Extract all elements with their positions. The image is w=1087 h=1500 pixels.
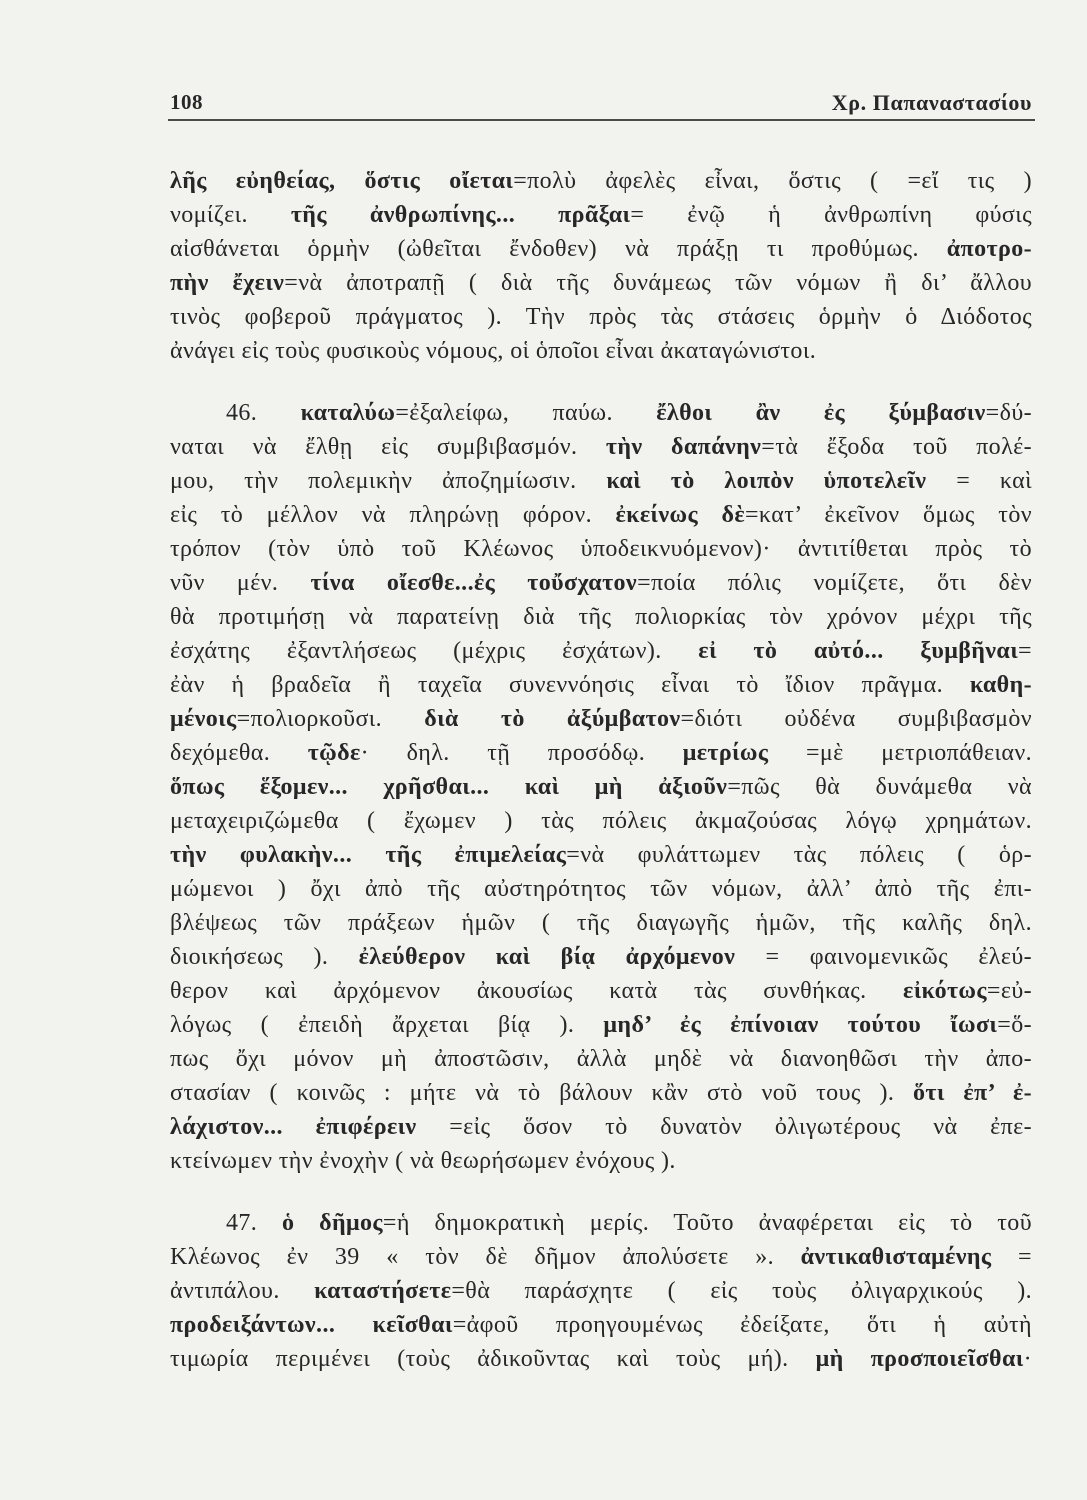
text-line [170, 600, 1032, 634]
text-line [170, 736, 1032, 770]
lemma-term: ἐκείνως δὲ [615, 502, 745, 528]
text-line [170, 634, 1032, 668]
gloss-text: =πῶς θὰ δυνάμεθα νὰ [727, 774, 1032, 800]
text-line [170, 198, 1032, 232]
gloss-text: πως ὄχι μόνον μὴ ἀποστῶσιν, ἀλλὰ μηδὲ νὰ διανοηθῶσι τὴν ἀπο- [170, 1046, 1032, 1072]
gloss-text: ἀντιπάλου. [170, 1278, 315, 1304]
gloss-text: 46. [226, 400, 301, 426]
text-line [170, 702, 1032, 736]
gloss-text: ἀνάγει εἰς τοὺς φυσικοὺς νόμους, οἱ ὁποῖοι εἶναι ἀκαταγώνιστοι. [170, 338, 817, 364]
gloss-text: =τὰ ἔξοδα τοῦ πολέ- [761, 434, 1032, 460]
text-line [170, 872, 1032, 906]
text-line [170, 804, 1032, 838]
gloss-text: =δύ- [985, 400, 1032, 426]
gloss-text: =κατ’ ἐκεῖνον ὅμως τὸν [745, 502, 1033, 528]
gloss-text: λόγως ( ἐπειδὴ ἄρχεται βίᾳ ). [170, 1012, 604, 1038]
lemma-term: ὅτι ἐπ’ ἐ- [912, 1080, 1032, 1106]
gloss-text: μεταχειριζώμεθα ( ἔχωμεν ) τὰς πόλεις ἀκμαζούσας λόγῳ χρημάτων. [170, 808, 1032, 834]
paragraph [170, 164, 1032, 368]
text-line [170, 498, 1032, 532]
gloss-text: = φαινομενικῶς ἐλεύ- [735, 944, 1032, 970]
gloss-text: Κλέωνος ἐν 39 « τὸν δὲ δῆμον ἀπολύσετε ». [170, 1244, 801, 1270]
gloss-text: 47. [226, 1210, 282, 1236]
lemma-term: λῆς εὐηθείας, ὅστις οἴεται [170, 168, 514, 194]
paragraph [170, 396, 1032, 1178]
text-line [170, 668, 1032, 702]
lemma-term: τὴν φυλακὴν... τῆς ἐπιμελείας [170, 842, 567, 868]
gloss-text: μώμενοι ) ὄχι ἀπὸ τῆς αὐστηρότητος τῶν νόμων, ἀλλ’ ἀπὸ τῆς ἐπι- [170, 876, 1032, 902]
gloss-text: αἰσθάνεται ὁρμὴν (ὠθεῖται ἔνδοθεν) νὰ πράξῃ τι προθύμως. [170, 236, 947, 262]
lemma-term: τὴν δαπάνην [605, 434, 762, 460]
gloss-text: τιμωρία περιμένει (τοὺς ἀδικοῦντας καὶ τοὺς μή). [170, 1346, 816, 1372]
lemma-term: ὁ δῆμος [281, 1210, 383, 1236]
lemma-term: τίνα οἴεσθε...ἐς τοὔσχατον [310, 570, 638, 596]
text-line [170, 1308, 1032, 1342]
lemma-term: εἰκότως [903, 978, 987, 1004]
text-line [170, 334, 1032, 368]
text-body [170, 164, 1032, 1376]
gloss-text: δεχόμεθα. [170, 740, 308, 766]
text-line [170, 430, 1032, 464]
page-header [170, 86, 1032, 116]
gloss-text: =νὰ φυλάττωμεν τὰς πόλεις ( ὁρ- [566, 842, 1032, 868]
gloss-text: νομίζει. [170, 202, 291, 228]
lemma-term: καταλύω [300, 400, 396, 426]
text-line [170, 1240, 1032, 1274]
text-line [170, 164, 1032, 198]
text-line [170, 1342, 1032, 1376]
paragraph [170, 1206, 1032, 1376]
text-line [170, 940, 1032, 974]
lemma-term: ὅπως ἕξομεν... χρῆσθαι... καὶ μὴ ἀξιοῦν [170, 774, 728, 800]
lemma-term: καταστήσετε [314, 1278, 452, 1304]
gloss-text: =εὐ- [986, 978, 1032, 1004]
text-line [170, 1274, 1032, 1308]
text-line [170, 1076, 1032, 1110]
gloss-text: εἰς τὸ μέλλον νὰ πληρώνῃ φόρον. [170, 502, 616, 528]
gloss-text: μου, τὴν πολεμικὴν ἀποζημίωσιν. [170, 468, 607, 494]
lemma-term: καθη- [969, 672, 1032, 698]
text-line [170, 1042, 1032, 1076]
running-head: Χρ. Παπαναστασίου [831, 90, 1032, 115]
text-line [170, 396, 1032, 430]
lemma-term: μετρίως [682, 740, 769, 766]
gloss-text: =νὰ ἀποτραπῇ ( διὰ τῆς δυνάμεως τῶν νόμων ἢ δι’ ἄλλου [284, 270, 1032, 296]
text-line [170, 300, 1032, 334]
gloss-text: =πολιορκοῦσι. [236, 706, 425, 732]
lemma-term: προδειξάντων... κεῖσθαι [170, 1312, 453, 1338]
gloss-text: ἐὰν ἡ βραδεῖα ἢ ταχεῖα συνεννόησις εἶναι τὸ ἴδιον πρᾶγμα. [170, 672, 970, 698]
gloss-text: =μὲ μετριοπάθειαν. [768, 740, 1032, 766]
text-line [170, 906, 1032, 940]
text-line [170, 464, 1032, 498]
gloss-text: =θὰ παράσχητε ( εἰς τοὺς ὀλιγαρχικούς ). [451, 1278, 1032, 1304]
lemma-term: πὴν ἔχειν [170, 270, 285, 296]
gloss-text: =ποία πόλις νομίζετε, ὅτι δὲν [637, 570, 1032, 596]
gloss-text: = [1018, 638, 1032, 664]
text-line [170, 266, 1032, 300]
lemma-term: ἔλθοι ἂν ἐς ξύμβασιν [656, 400, 986, 426]
text-line [170, 838, 1032, 872]
gloss-text: =ἀφοῦ προηγουμένως ἐδείξατε, ὅτι ἡ αὐτὴ [452, 1312, 1032, 1338]
lemma-term: εἰ τὸ αὐτό... ξυμβῆναι [698, 638, 1019, 664]
lemma-term: ἀποτρο- [946, 236, 1032, 262]
text-line [170, 532, 1032, 566]
text-line [170, 232, 1032, 266]
gloss-text: στασίαν ( κοινῶς : μήτε νὰ τὸ βάλουν κἂν στὸ νοῦ τους ). [170, 1080, 913, 1106]
gloss-text: =ἡ δημοκρατικὴ μερίς. Τοῦτο ἀναφέρεται εἰς τὸ τοῦ [382, 1210, 1032, 1236]
gloss-text: θερον καὶ ἀρχόμενον ἀκουσίως κατὰ τὰς συνθήκας. [170, 978, 904, 1004]
lemma-term: ἀντικαθισταμένης [800, 1244, 992, 1270]
text-line [170, 566, 1032, 600]
gloss-text: =ὅ- [997, 1012, 1032, 1038]
gloss-text: διοικήσεως ). [170, 944, 359, 970]
text-line [170, 1110, 1032, 1144]
gloss-text: · δηλ. τῇ προσόδῳ. [360, 740, 683, 766]
lemma-term: μὴ προσποιεῖσθαι [815, 1346, 1024, 1372]
lemma-term: διὰ τὸ ἀξύμβατον [424, 706, 681, 732]
lemma-term: μένοις [170, 706, 237, 732]
gloss-text: ἐσχάτης ἐξαντλήσεως (μέχρις ἐσχάτων). [170, 638, 699, 664]
text-line [170, 1008, 1032, 1042]
gloss-text: ναται νὰ ἔλθῃ εἰς συμβιβασμόν. [170, 434, 606, 460]
lemma-term: λάχιστον... ἐπιφέρειν [170, 1114, 417, 1140]
header-rule [168, 119, 1035, 121]
lemma-term: τῷδε [307, 740, 361, 766]
gloss-text: =διότι οὐδένα συμβιβασμὸν [680, 706, 1032, 732]
gloss-text: κτείνωμεν τὴν ἐνοχὴν ( νὰ θεωρήσωμεν ἐνόχους ). [170, 1148, 676, 1174]
gloss-text: θὰ προτιμήσῃ νὰ παρατείνῃ διὰ τῆς πολιορκίας τὸν χρόνον μέχρι τῆς [170, 604, 1032, 630]
text-line [170, 1206, 1032, 1240]
gloss-text: βλέψεως τῶν πράξεων ἡμῶν ( τῆς διαγωγῆς ἡμῶν, τῆς καλῆς δηλ. [170, 910, 1032, 936]
page-number: 108 [170, 90, 203, 114]
gloss-text: = καὶ [926, 468, 1033, 494]
lemma-term: καὶ τὸ λοιπὸν ὑποτελεῖν [606, 468, 927, 494]
gloss-text: νῦν μέν. [170, 570, 311, 596]
gloss-text: τρόπον (τὸν ὑπὸ τοῦ Κλέωνος ὑποδεικνυόμενον)· ἀντιτίθεται πρὸς τὸ [170, 536, 1032, 562]
text-line [170, 974, 1032, 1008]
gloss-text: = ἐνῷ ἡ ἀνθρωπίνη φύσις [630, 202, 1033, 228]
gloss-text: · [1023, 1346, 1032, 1372]
lemma-term: τῆς ἀνθρωπίνης... πρᾶξαι [290, 202, 631, 228]
gloss-text: = [991, 1244, 1032, 1270]
gloss-text: =πολὺ ἀφελὲς εἶναι, ὅστις ( =εἴ τις ) [513, 168, 1032, 194]
lemma-term: μηδ’ ἐς ἐπίνοιαν τούτου ἴωσι [603, 1012, 998, 1038]
gloss-text: =ἐξαλείφω, παύω. [395, 400, 657, 426]
gloss-text: =εἰς ὅσον τὸ δυνατὸν ὀλιγωτέρους νὰ ἐπε- [416, 1114, 1032, 1140]
text-line [170, 770, 1032, 804]
lemma-term: ἐλεύθερον καὶ βίᾳ ἀρχόμενον [358, 944, 736, 970]
text-line [170, 1144, 1032, 1178]
gloss-text: τινὸς φοβεροῦ πράγματος ). Τὴν πρὸς τὰς στάσεις ὁρμὴν ὁ Διόδοτος [170, 304, 1032, 330]
